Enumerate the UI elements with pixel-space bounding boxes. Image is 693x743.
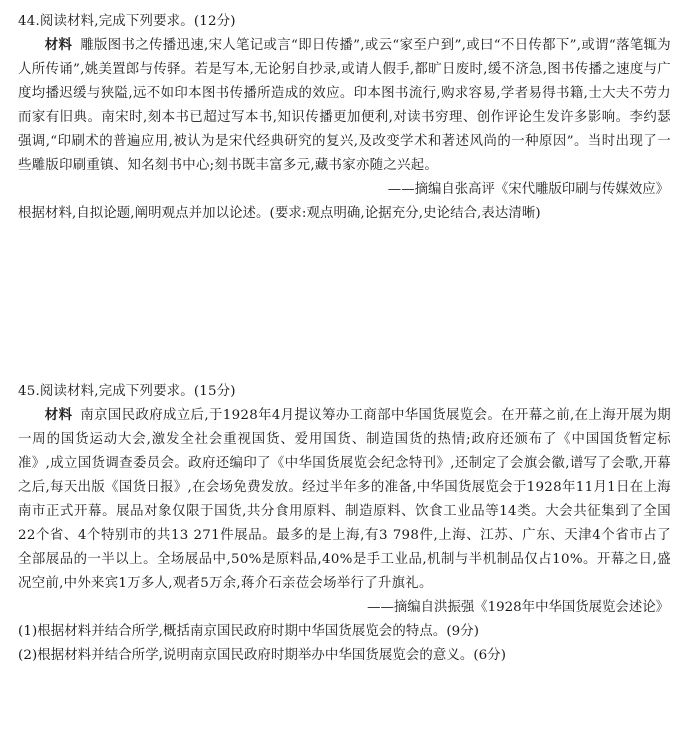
sub-question-1: (1)根据材料并结合所学,概括南京国民政府时期中华国货展览会的特点。(9分): [18, 624, 480, 639]
material-text: 雕版图书之传播迅速,宋人笔记或言“即日传播”,或云“家至户到”,或曰“不日传都下”,或谓“落笔辄为人所传诵”,姚美置郎与传驿。若是写本,无论躬自抄录,或请人假手,都旷日废时,缓不济急,图书传播之速度与广度均播迟缓与狭隘,远不如印本图书传播所造成的效应。印本图书流行,购求容易,学者易得书籍,士大夫不劳力而家有旧典。南宋时,刻本书已超过写本书,知识传播更加便利,对读书穷理、创作评论生发许多影响。李约瑟强调,“印刷术的普遍应用,被认为是宋代经典研究的复兴,及改变学术和著述风尚的一种原因”。当时出现了一些雕版印刷重镇、知名刻书中心;刻书既丰富多元,藏书家亦随之兴起。: [18, 38, 671, 173]
question-44-material: [18, 34, 671, 178]
question-44-source: ——摘编自张高评《宋代雕版印刷与传媒效应》: [387, 182, 669, 197]
material-text: 南京国民政府成立后,于1928年4月提议筹办工商部中华国货展览会。在开幕之前,在上海开展为期一周的国货运动大会,激发全社会重视国货、爱用国货、制造国货的热情;政府还颁布了《中国国货暂定标准》,成立国货调查委员会。政府还编印了《中华国货展览会纪念特刊》,还制定了会旗会徽,谱写了会歌,开幕之后,每天出版《国货日报》,在会场免费发放。经过半年多的准备,中华国货展览会于1928年11月1日在上海南市正式开幕。展品对象仅限于国货,共分食用原料、制造原料、饮食工业品等14类。大会共征集到了全国22个省、4个特别市的共13 271件展品。最多的是上海,有3 798件,上海、江苏、广东、天津4个省市占了全部展品的一半以上。全场展品中,50%是原料品,40%是手工业品,机制与半机制品仅占10%。开幕之日,盛况空前,中外来宾1万多人,观者5万余,蒋介石亲莅会场举行了升旗礼。: [18, 408, 671, 591]
question-45-header: 45.阅读材料,完成下列要求。(15分): [18, 384, 236, 399]
question-45-material: [18, 404, 671, 596]
sub-question-2: (2)根据材料并结合所学,说明南京国民政府时期举办中华国货展览会的意义。(6分): [18, 648, 507, 663]
material-label: 材料: [44, 408, 73, 423]
question-44-header: 44.阅读材料,完成下列要求。(12分): [18, 14, 236, 29]
question-45-source: ——摘编自洪振强《1928年中华国货展览会述论》: [367, 600, 669, 615]
question-44-task: 根据材料,自拟论题,阐明观点并加以论述。(要求:观点明确,论据充分,史论结合,表达清晰): [18, 206, 541, 221]
question-45: [18, 380, 671, 668]
question-44: [18, 10, 671, 226]
material-label: 材料: [44, 38, 73, 53]
